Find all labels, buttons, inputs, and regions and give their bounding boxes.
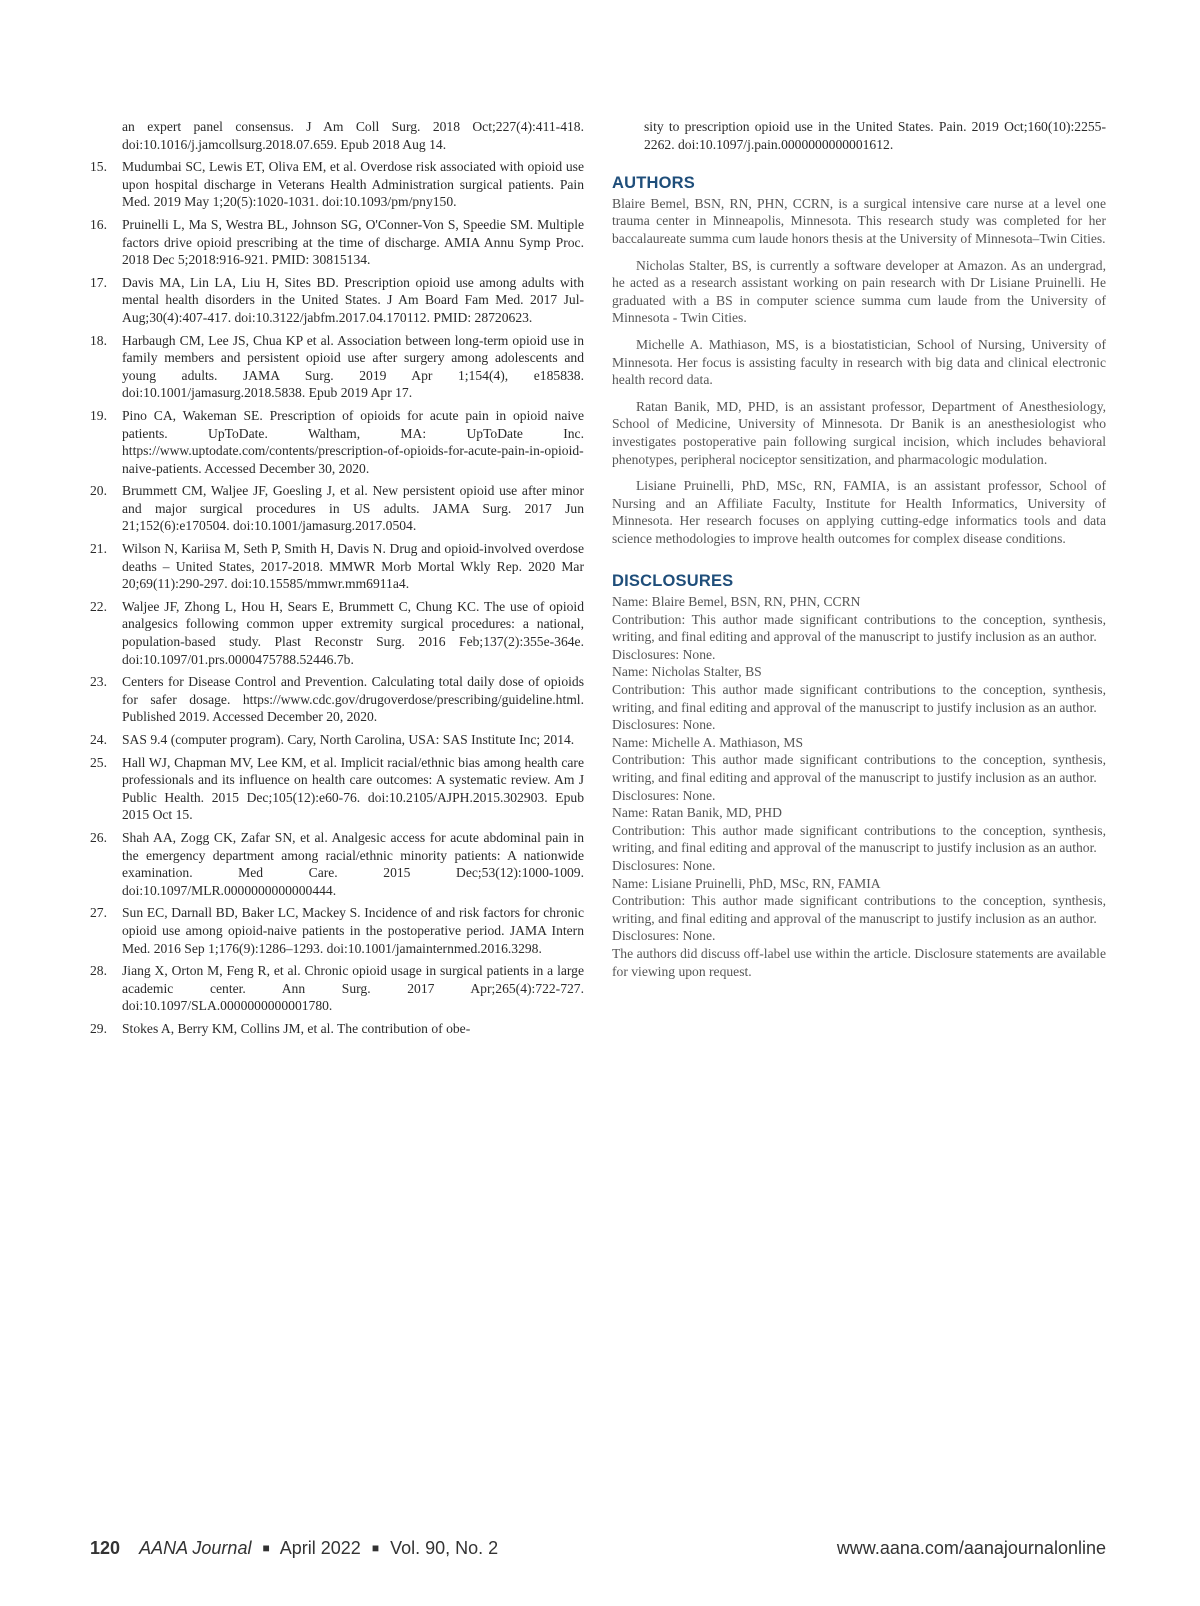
reference-number: 21. xyxy=(90,541,107,557)
authors-heading: AUTHORS xyxy=(612,174,695,193)
reference-text: Mudumbai SC, Lewis ET, Oliva EM, et al. Overdose risk associated with opioid use upon hospital discharge in Veterans Health Administration surgical patients. Pain Med. 2019 May 1;20(5):1020-1031. doi:10.1093/pm/pny150. xyxy=(122,159,584,210)
reference-item xyxy=(90,158,584,211)
reference-number: 25. xyxy=(90,754,107,770)
reference-text: Pino CA, Wakeman SE. Prescription of opioids for acute pain in opioid naive patients. UpToDate. Waltham, MA: UpToDate Inc. https://www.uptodate.com/contents/prescription-of-opioids-for-acute-pain-in-opioid-naive-patients. Accessed December 30, 2020. xyxy=(122,407,584,476)
reference-continuation: sity to prescription opioid use in the United States. Pain. 2019 Oct;160(10):2255-2262. doi:10.1097/j.pain.0000000000001612. xyxy=(644,119,1106,152)
reference-number: 26. xyxy=(90,829,107,845)
references-left-column xyxy=(90,118,584,1043)
footer-citation xyxy=(90,1538,498,1559)
reference-text: SAS 9.4 (computer program). Cary, North Carolina, USA: SAS Institute Inc; 2014. xyxy=(122,732,575,747)
right-column xyxy=(612,118,1106,980)
disclosure-line: Disclosures: None. xyxy=(612,857,716,873)
reference-item xyxy=(90,540,584,593)
reference-number: 15. xyxy=(90,159,107,175)
disclosure-line: Disclosures: None. xyxy=(612,646,716,662)
author-bio: Michelle A. Mathiason, MS, is a biostatistician, School of Nursing, University of Minnesota. Her focus is assisting faculty in research with big data and clinical electronic health record data. xyxy=(612,336,1106,388)
reference-item xyxy=(90,407,584,477)
reference-text: Waljee JF, Zhong L, Hou H, Sears E, Brummett C, Chung KC. The use of opioid analgesics following common upper extremity surgical procedures: a national, population-based study. Plast Reconstr Surg. 2016 Feb;137(2):355e-364e. doi:10.1097/01.prs.0000475788.52446.7b. xyxy=(122,598,584,667)
reference-item xyxy=(90,482,584,535)
reference-text: Hall WJ, Chapman MV, Lee KM, et al. Implicit racial/ethnic bias among health care professionals and its influence on health care outcomes: A systematic review. Am J Public Health. 2015 Dec;105(12):e60-76. doi:10.2105/AJPH.2015.302903. Epub 2015 Oct 15. xyxy=(122,754,584,823)
reference-item xyxy=(90,216,584,269)
reference-number: 24. xyxy=(90,732,107,747)
disclosure-line: Contribution: This author made significant contributions to the conception, synthesis, writing, and final editing and approval of the manuscript to justify inclusion as an author. xyxy=(612,893,1106,926)
volume-issue: Vol. 90, No. 2 xyxy=(390,1538,499,1558)
reference-item xyxy=(90,1020,584,1038)
reference-item xyxy=(90,904,584,957)
square-bullet-icon: ■ xyxy=(262,1541,270,1555)
reference-text: Davis MA, Lin LA, Liu H, Sites BD. Prescription opioid use among adults with mental health disorders in the United States. J Am Board Fam Med. 2017 Jul-Aug;30(4):407-417. doi:10.3122/jabfm.2017.04.170112. PMID: 28720623. xyxy=(122,274,584,325)
reference-item xyxy=(90,829,584,899)
reference-text: Wilson N, Kariisa M, Seth P, Smith H, Davis N. Drug and opioid-involved overdose deaths – United States, 2017-2018. MMWR Morb Mortal Wkly Rep. 2020 Mar 20;69(11):290-297. doi:10.15585/mmwr.mm6911a4. xyxy=(122,541,584,592)
reference-text: Centers for Disease Control and Prevention. Calculating total daily dose of opioids for safer dosage. https://www.cdc.gov/drugoverdose/prescribing/guideline.html. Published 2019. Accessed December 20, 2020. xyxy=(122,674,584,725)
disclosure-line: Name: Michelle A. Mathiason, MS xyxy=(612,734,804,750)
disclosure-line: Name: Nicholas Stalter, BS xyxy=(612,664,762,680)
disclosure-statement: The authors did discuss off-label use within the article. Disclosure statements are available for viewing upon request. xyxy=(612,945,1106,979)
reference-number: 20. xyxy=(90,483,107,499)
page-footer xyxy=(90,1538,1106,1562)
disclosure-line: Disclosures: None. xyxy=(612,717,716,733)
disclosure-line: Contribution: This author made significant contributions to the conception, synthesis, writing, and final editing and approval of the manuscript to justify inclusion as an author. xyxy=(612,682,1106,715)
reference-number: 16. xyxy=(90,216,107,232)
disclosure-line: Disclosures: None. xyxy=(612,928,716,944)
disclosures-heading: DISCLOSURES xyxy=(612,572,734,591)
reference-number: 22. xyxy=(90,598,107,614)
author-bio: Blaire Bemel, BSN, RN, PHN, CCRN, is a surgical intensive care nurse at a level one trauma center in Minneapolis, Minnesota. This research study was completed for her baccalaureate summa cum laude honors thesis at the University of Minnesota–Twin Cities. xyxy=(612,195,1106,246)
reference-text: Pruinelli L, Ma S, Westra BL, Johnson SG, O'Conner-Von S, Speedie SM. Multiple factors drive opioid prescribing at the time of discharge. AMIA Annu Symp Proc. 2018 Dec 5;2018:916-921. PMID: 30815134. xyxy=(122,216,584,268)
reference-number: 17. xyxy=(90,274,107,290)
disclosure-line: Name: Ratan Banik, MD, PHD xyxy=(612,805,782,821)
page-number: 120 xyxy=(90,1538,121,1558)
disclosure-line: Contribution: This author made significant contributions to the conception, synthesis, writing, and final editing and approval of the manuscript to justify inclusion as an author. xyxy=(612,611,1106,645)
square-bullet-icon: ■ xyxy=(371,1541,380,1555)
journal-name: AANA Journal xyxy=(139,1538,252,1558)
author-bio: Ratan Banik, MD, PHD, is an assistant professor, Department of Anesthesiology, School of Medicine, University of Minnesota. Dr Banik is an anesthesiologist who investigates postoperative pain following surgical incision, which includes behavioral phenotypes, peripheral nociceptor sensitization, and pharmacologic modulation. xyxy=(612,398,1106,467)
disclosure-line: Name: Lisiane Pruinelli, PhD, MSc, RN, FAMIA xyxy=(612,875,881,891)
disclosure-line: Contribution: This author made significant contributions to the conception, synthesis, writing, and final editing and approval of the manuscript to justify inclusion as an author. xyxy=(612,822,1106,856)
reference-text: Shah AA, Zogg CK, Zafar SN, et al. Analgesic access for acute abdominal pain in the emergency department among racial/ethnic minority patients: A nationwide examination. Med Care. 2015 Dec;53(12):1000-1009. doi:10.1097/MLR.0000000000000444. xyxy=(122,829,584,898)
reference-item xyxy=(90,962,584,1015)
reference-item xyxy=(90,754,584,824)
reference-text: Jiang X, Orton M, Feng R, et al. Chronic opioid usage in surgical patients in a large academic center. Ann Surg. 2017 Apr;265(4):722-727. doi:10.1097/SLA.0000000000001780. xyxy=(122,963,584,1014)
reference-number: 28. xyxy=(90,963,107,979)
reference-item xyxy=(90,673,584,726)
reference-continuation: an expert panel consensus. J Am Coll Surg. 2018 Oct;227(4):411-418. doi:10.1016/j.jamcollsurg.2018.07.659. Epub 2018 Aug 14. xyxy=(122,119,584,152)
issue-date: April 2022 xyxy=(279,1538,361,1558)
reference-item xyxy=(90,598,584,668)
journal-url[interactable]: www.aana.com/aanajournalonline xyxy=(836,1538,1106,1558)
reference-number: 27. xyxy=(90,905,107,921)
reference-item xyxy=(90,332,584,402)
reference-number: 29. xyxy=(90,1020,107,1036)
reference-number: 23. xyxy=(90,674,107,690)
author-bio: Lisiane Pruinelli, PhD, MSc, RN, FAMIA, is an assistant professor, School of Nursing and an Affiliate Faculty, Institute for Health Informatics, University of Minnesota. Her research focuses on applying cutting-edge informatics tools and data science methodologies to improve health outcomes for complex disease conditions. xyxy=(612,478,1106,546)
reference-number: 19. xyxy=(90,407,107,423)
disclosure-line: Name: Blaire Bemel, BSN, RN, PHN, CCRN xyxy=(612,594,861,610)
reference-number: 18. xyxy=(90,332,107,348)
reference-text: Sun EC, Darnall BD, Baker LC, Mackey S. Incidence of and risk factors for chronic opioid use among opioid-naive patients in the postoperative period. JAMA Intern Med. 2016 Sep 1;176(9):1286–1293. doi:10.1001/jamainternmed.2016.3298. xyxy=(122,905,584,956)
disclosure-line: Contribution: This author made significant contributions to the conception, synthesis, writing, and final editing and approval of the manuscript to justify inclusion as an author. xyxy=(612,752,1106,785)
reference-text: Harbaugh CM, Lee JS, Chua KP et al. Association between long-term opioid use in family members and persistent opioid use after surgery among adolescents and young adults. JAMA Surg. 2019 Apr 1;154(4), e185838. doi:10.1001/jamasurg.2018.5838. Epub 2019 Apr 17. xyxy=(122,332,584,401)
reference-text: Stokes A, Berry KM, Collins JM, et al. The contribution of obe- xyxy=(122,1020,471,1036)
reference-item xyxy=(90,274,584,327)
disclosure-line: Disclosures: None. xyxy=(612,787,716,803)
author-bio: Nicholas Stalter, BS, is currently a software developer at Amazon. As an undergrad, he acted as a research assistant working on pain research with Dr Lisiane Pruinelli. He graduated with a BS in computer science summa cum laude from the University of Minnesota - Twin Cities. xyxy=(612,257,1106,326)
reference-item xyxy=(90,731,584,749)
reference-text: Brummett CM, Waljee JF, Goesling J, et al. New persistent opioid use after minor and major surgical procedures in US adults. JAMA Surg. 2017 Jun 21;152(6):e170504. doi:10.1001/jamasurg.2017.0504. xyxy=(122,483,584,534)
